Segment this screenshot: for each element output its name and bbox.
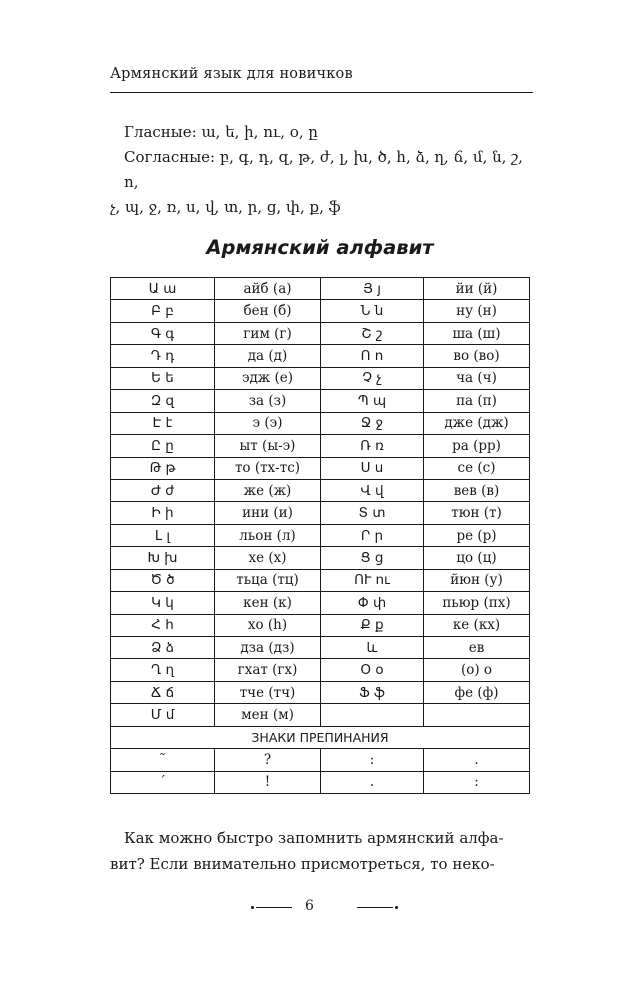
armenian-letter: Ը ը: [111, 435, 215, 457]
letter-name: ке (кх): [424, 614, 530, 636]
alphabet-row: [111, 278, 530, 300]
letter-name: ра (рр): [424, 435, 530, 457]
armenian-letter: Վ վ: [321, 479, 424, 501]
alphabet-row: [111, 322, 530, 344]
armenian-letter: Ռ ռ: [321, 435, 424, 457]
alphabet-row: [111, 637, 530, 659]
letter-name: хо (h): [215, 614, 321, 636]
armenian-letter: Գ գ: [111, 322, 215, 344]
armenian-letter: Չ չ: [321, 367, 424, 389]
alphabet-title: Армянский алфавит: [206, 236, 434, 259]
armenian-letter: Ի ի: [111, 502, 215, 524]
letter-name: се (с): [424, 457, 530, 479]
letter-name: хе (х): [215, 547, 321, 569]
armenian-letter: Զ զ: [111, 390, 215, 412]
armenian-letter: Ո ո: [321, 345, 424, 367]
armenian-letter: Ճ ճ: [111, 681, 215, 703]
armenian-letter: Ր ր: [321, 524, 424, 546]
armenian-letter: Ֆ ֆ: [321, 681, 424, 703]
armenian-letter: Ք ք: [321, 614, 424, 636]
consonants-line-1: Согласные: բ, գ, դ, զ, թ, ժ, լ, խ, ծ, հ, ձ, ղ, ճ, մ, ն, շ, ո,: [124, 148, 523, 191]
alphabet-row: [111, 435, 530, 457]
alphabet-row: [111, 524, 530, 546]
armenian-letter: Է է: [111, 412, 215, 434]
punctuation-mark: ˜: [111, 749, 215, 771]
alphabet-row: [111, 547, 530, 569]
armenian-letter: Ջ ջ: [321, 412, 424, 434]
letter-name: (о) о: [424, 659, 530, 681]
armenian-letter: Օ օ: [321, 659, 424, 681]
punctuation-mark: ˊ: [111, 771, 215, 793]
armenian-letter: Բ բ: [111, 300, 215, 322]
alphabet-row: [111, 502, 530, 524]
punctuation-heading: ЗНАКИ ПРЕПИНАНИЯ: [111, 726, 530, 748]
armenian-letter: Հ հ: [111, 614, 215, 636]
punctuation-mark: .: [321, 771, 424, 793]
punctuation-mark: !: [215, 771, 321, 793]
armenian-letter: Փ փ: [321, 592, 424, 614]
letter-name: йюн (у): [424, 569, 530, 591]
page-number: 6: [305, 898, 314, 914]
alphabet-row: [111, 592, 530, 614]
armenian-letter: Կ կ: [111, 592, 215, 614]
alphabet-row: [111, 367, 530, 389]
armenian-letter: և: [321, 637, 424, 659]
alphabet-row: [111, 390, 530, 412]
armenian-letter: Ս ս: [321, 457, 424, 479]
armenian-letter: Ն ն: [321, 300, 424, 322]
letter-name: то (тх-тс): [215, 457, 321, 479]
armenian-letter: Դ դ: [111, 345, 215, 367]
armenian-letter: Թ թ: [111, 457, 215, 479]
letter-name: гхат (гх): [215, 659, 321, 681]
letter-name: тьца (тц): [215, 569, 321, 591]
letter-name: дза (дз): [215, 637, 321, 659]
punctuation-row: [111, 749, 530, 771]
letter-name: па (п): [424, 390, 530, 412]
alphabet-row: [111, 345, 530, 367]
armenian-letter: Ժ ժ: [111, 479, 215, 501]
armenian-letter: Ձ ձ: [111, 637, 215, 659]
letter-name: ре (р): [424, 524, 530, 546]
letter-name: же (ж): [215, 479, 321, 501]
letter-name: ну (н): [424, 300, 530, 322]
letter-name: айб (а): [215, 278, 321, 300]
letter-name: ини (и): [215, 502, 321, 524]
alphabet-row: [111, 704, 530, 726]
armenian-letter: Շ շ: [321, 322, 424, 344]
letters-summary: [110, 120, 535, 220]
folio-ornament-right: [357, 907, 393, 908]
letter-name: льон (л): [215, 524, 321, 546]
letter-name: ев: [424, 637, 530, 659]
armenian-letter: Ա ա: [111, 278, 215, 300]
armenian-letter: Ց ց: [321, 547, 424, 569]
armenian-letter: Տ տ: [321, 502, 424, 524]
letter-name: э (э): [215, 412, 321, 434]
alphabet-row: [111, 479, 530, 501]
letter-name: бен (б): [215, 300, 321, 322]
armenian-letter: Ծ ծ: [111, 569, 215, 591]
letter-name: ыт (ы-э): [215, 435, 321, 457]
letter-name: эдж (е): [215, 367, 321, 389]
alphabet-row: [111, 681, 530, 703]
letter-name: мен (м): [215, 704, 321, 726]
armenian-letter: Պ պ: [321, 390, 424, 412]
punctuation-mark: :: [321, 749, 424, 771]
alphabet-table: [110, 277, 530, 794]
alphabet-row: [111, 300, 530, 322]
punctuation-heading-row: [111, 726, 530, 748]
body-line-1: Как можно быстро запомнить армянский алфа-: [124, 829, 504, 847]
letter-name: тюн (т): [424, 502, 530, 524]
armenian-letter: Ե ե: [111, 367, 215, 389]
letter-name: да (д): [215, 345, 321, 367]
body-line-2: вит? Если внимательно присмотреться, то неко-: [110, 854, 495, 873]
armenian-letter: [321, 704, 424, 726]
alphabet-row: [111, 659, 530, 681]
letter-name: пьюр (пх): [424, 592, 530, 614]
letter-name: во (во): [424, 345, 530, 367]
letter-name: вев (в): [424, 479, 530, 501]
letter-name: цо (ц): [424, 547, 530, 569]
letter-name: ша (ш): [424, 322, 530, 344]
armenian-letter: Մ մ: [111, 704, 215, 726]
header-rule: [110, 92, 533, 93]
letter-name: кен (к): [215, 592, 321, 614]
alphabet-row: [111, 614, 530, 636]
letter-name: йи (й): [424, 278, 530, 300]
body-text: [110, 826, 535, 877]
punctuation-mark: ?: [215, 749, 321, 771]
armenian-letter: ՈՒ ու: [321, 569, 424, 591]
armenian-letter: Ղ ղ: [111, 659, 215, 681]
letter-name: тче (тч): [215, 681, 321, 703]
armenian-letter: Լ լ: [111, 524, 215, 546]
alphabet-row: [111, 412, 530, 434]
consonants-line-2: չ, պ, ջ, ռ, ս, վ, տ, ր, ց, փ, ք, ֆ: [110, 198, 341, 216]
letter-name: фе (ф): [424, 681, 530, 703]
punctuation-mark: :: [424, 771, 530, 793]
armenian-letter: Խ խ: [111, 547, 215, 569]
letter-name: [424, 704, 530, 726]
letter-name: дже (дж): [424, 412, 530, 434]
alphabet-row: [111, 457, 530, 479]
punctuation-row: [111, 771, 530, 793]
alphabet-row: [111, 569, 530, 591]
running-header: Армянский язык для новичков: [110, 66, 353, 82]
vowels-line: Гласные: ա, ե, ի, ու, օ, ը: [124, 123, 318, 141]
armenian-letter: Յ յ: [321, 278, 424, 300]
letter-name: ча (ч): [424, 367, 530, 389]
letter-name: за (з): [215, 390, 321, 412]
letter-name: гим (г): [215, 322, 321, 344]
punctuation-mark: .: [424, 749, 530, 771]
